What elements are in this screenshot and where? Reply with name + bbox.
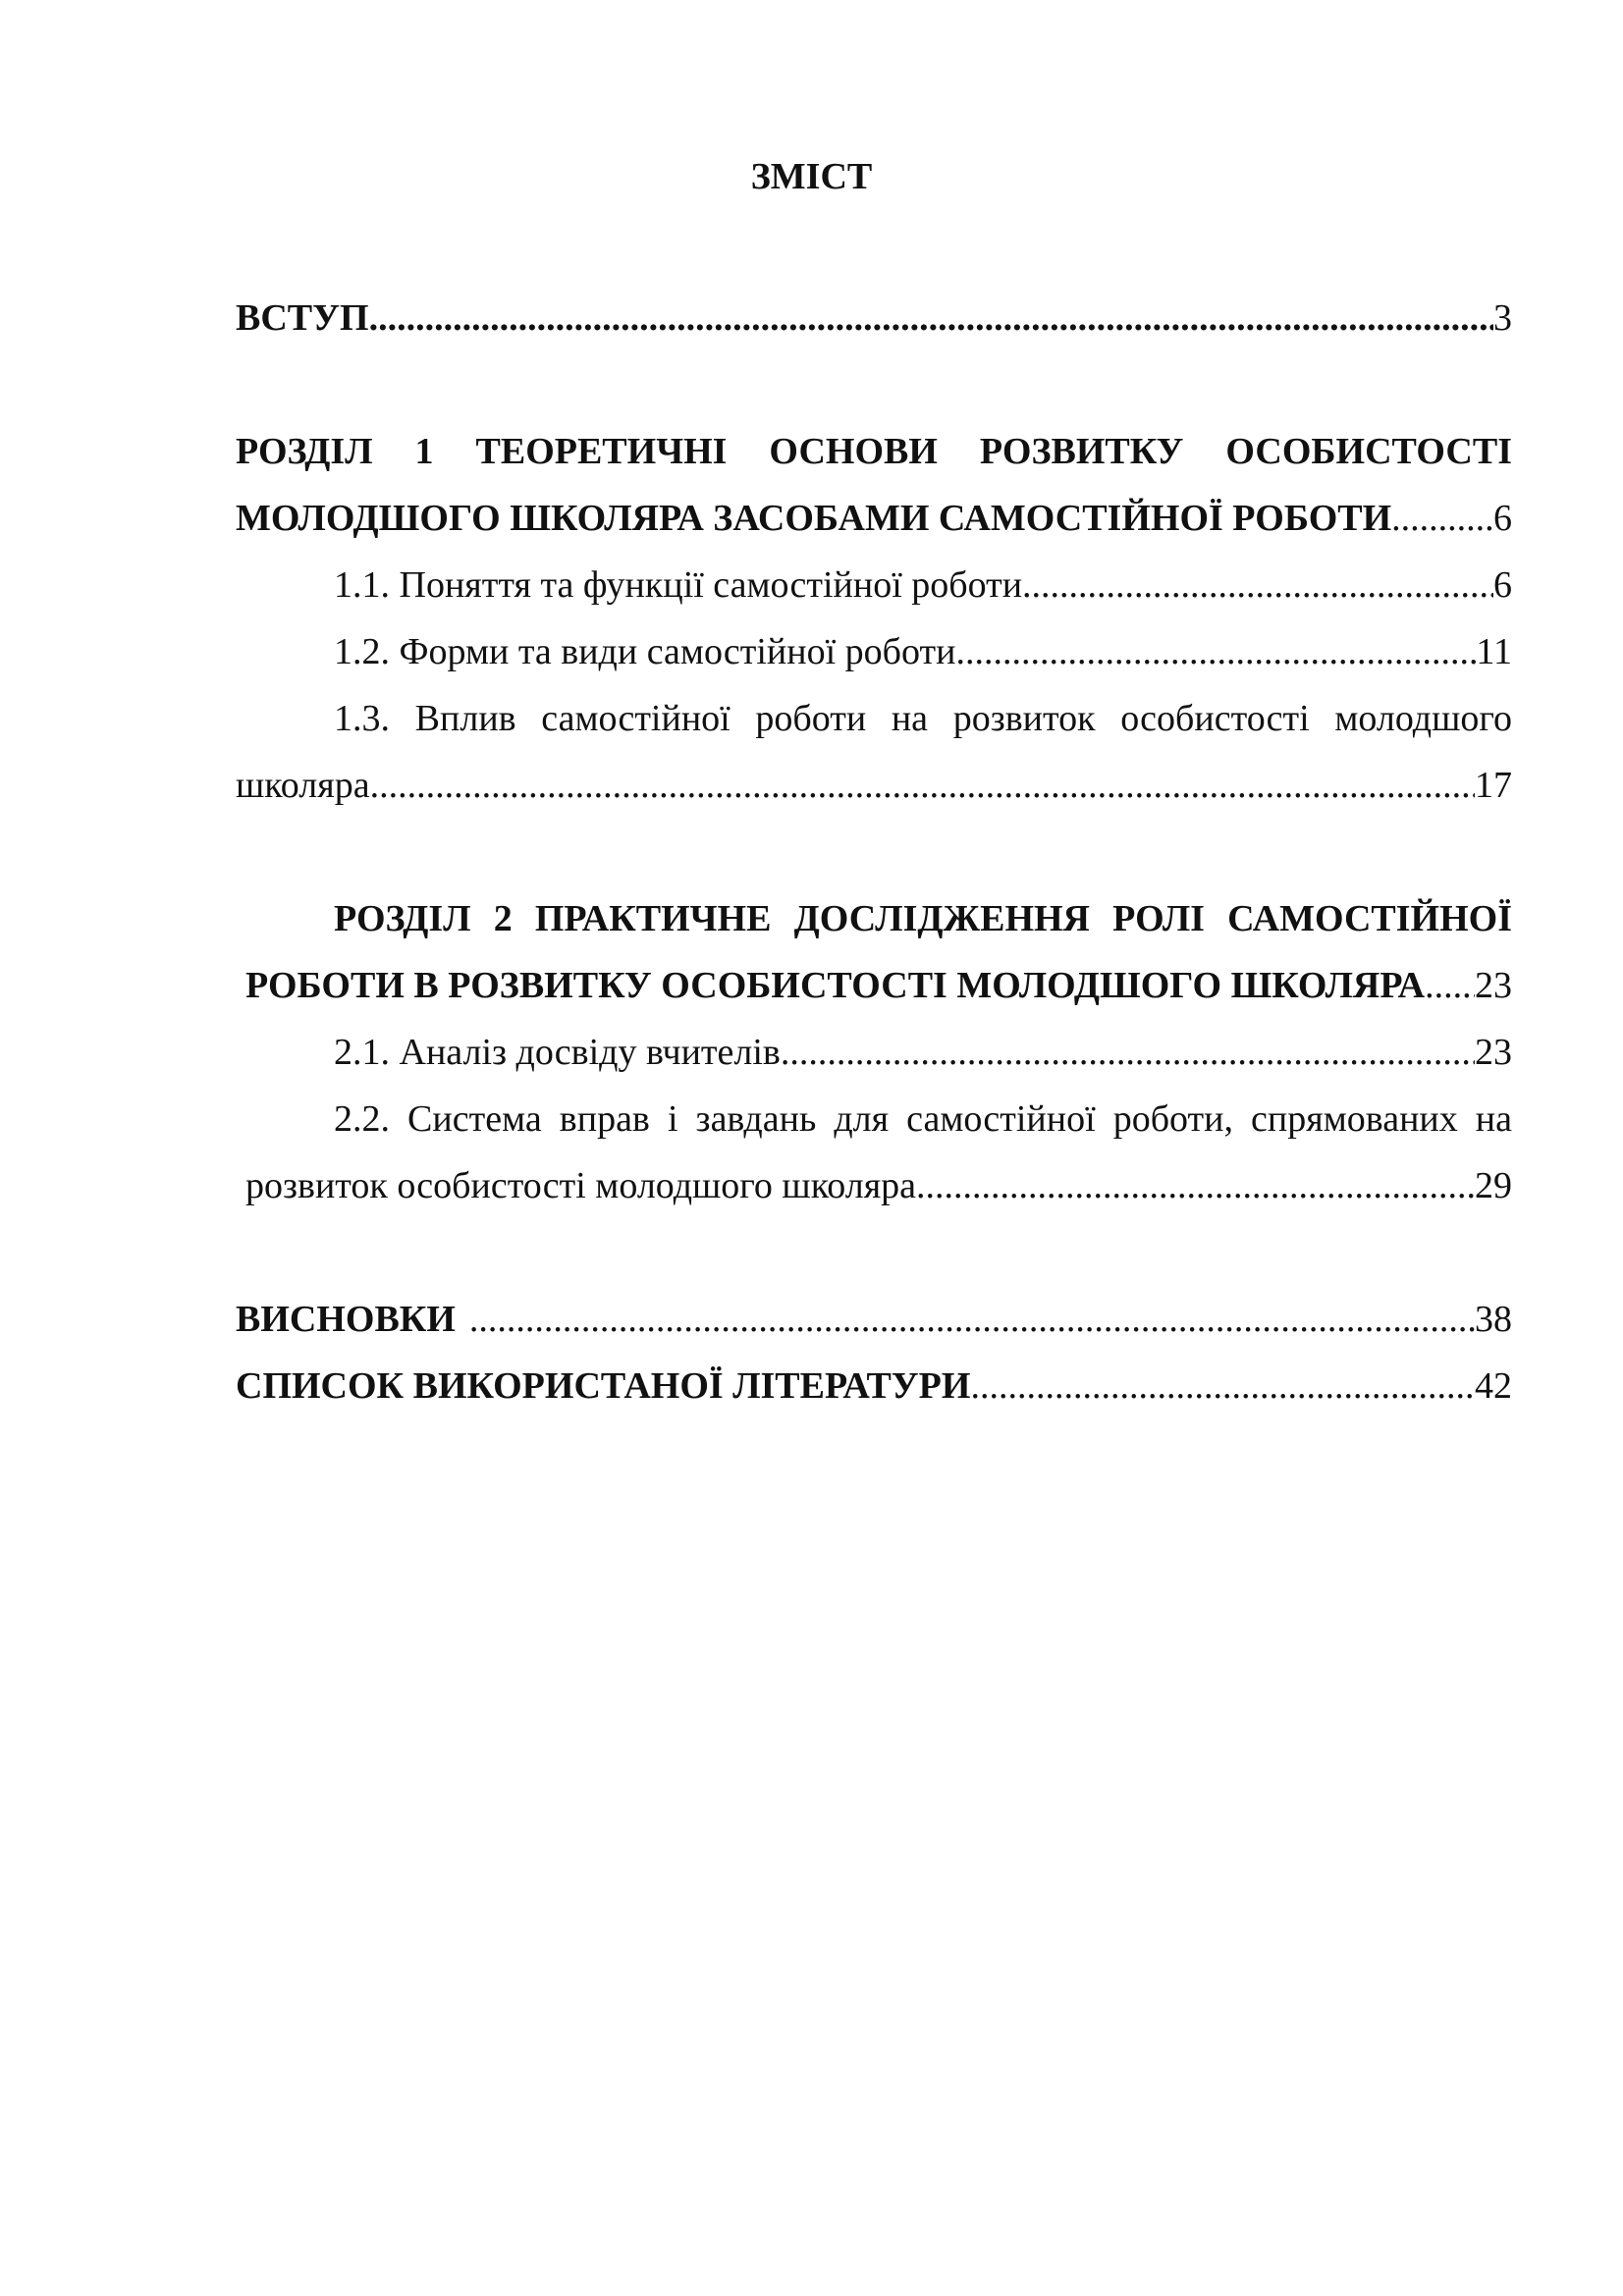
- toc-entry-2-2-line1[interactable]: 2.2. Система вправ і завдань для самостійної роботи, спрямованих на: [334, 1098, 1512, 1140]
- table-of-contents: [236, 285, 1512, 1419]
- toc-entry-label: ВИСНОВКИ: [236, 1299, 456, 1340]
- toc-page-number: 17: [1475, 765, 1512, 806]
- toc-entry-label: СПИСОК ВИКОРИСТАНОЇ ЛІТЕРАТУРИ: [236, 1365, 971, 1407]
- toc-entry-1-2[interactable]: [236, 618, 1512, 685]
- spacer: [236, 1219, 1512, 1286]
- toc-entry-1-1[interactable]: [236, 552, 1512, 618]
- toc-page-number: 6: [1493, 498, 1512, 539]
- toc-entry-2-2-line2[interactable]: [236, 1152, 1512, 1219]
- toc-chapter2-line2[interactable]: [236, 952, 1512, 1019]
- toc-entry-conclusions[interactable]: [236, 1286, 1512, 1353]
- toc-chapter1-line2[interactable]: [236, 485, 1512, 552]
- toc-entry-references[interactable]: [236, 1353, 1512, 1419]
- page-title: ЗМІСТ: [750, 156, 873, 197]
- toc-leader-dots: [955, 618, 1476, 685]
- toc-leader-dots: [369, 285, 1493, 351]
- spacer: [236, 351, 1512, 418]
- toc-entry-1-3-line1[interactable]: 1.3. Вплив самостійної роботи на розвиток особистості молодшого: [334, 698, 1512, 739]
- toc-leader-dots: [370, 752, 1475, 819]
- toc-page-number: 23: [1475, 1032, 1512, 1073]
- toc-entry-label: МОЛОДШОГО ШКОЛЯРА ЗАСОБАМИ САМОСТІЙНОЇ РОБОТИ: [236, 498, 1392, 539]
- toc-entry-label: 2.1. Аналіз досвіду вчителів: [334, 1032, 781, 1073]
- toc-entry-2-1[interactable]: [236, 1019, 1512, 1086]
- toc-chapter2-line1[interactable]: РОЗДІЛ 2 ПРАКТИЧНЕ ДОСЛІДЖЕННЯ РОЛІ САМОСТІЙНОЇ: [334, 898, 1512, 939]
- toc-entry-label: розвиток особистості молодшого школяра: [245, 1165, 917, 1206]
- toc-page-number: 6: [1493, 564, 1512, 606]
- toc-chapter1-line1[interactable]: РОЗДІЛ 1 ТЕОРЕТИЧНІ ОСНОВИ РОЗВИТКУ ОСОБИСТОСТІ: [236, 431, 1512, 472]
- toc-entry-label: 1.2. Форми та види самостійної роботи: [334, 631, 956, 672]
- toc-leader-dots: [970, 1353, 1475, 1419]
- toc-page-number: 3: [1493, 297, 1512, 339]
- toc-entry-intro[interactable]: [236, 285, 1512, 351]
- toc-page-number: 38: [1475, 1299, 1512, 1340]
- toc-page-number: 11: [1476, 631, 1512, 672]
- toc-entry-label: школяра: [236, 765, 370, 806]
- toc-entry-1-3-line2[interactable]: [236, 752, 1512, 819]
- toc-page-number: 23: [1475, 965, 1512, 1006]
- toc-page-number: 29: [1475, 1165, 1512, 1206]
- toc-leader-dots: [456, 1286, 1475, 1353]
- toc-leader-dots: [1391, 485, 1493, 552]
- spacer: [236, 819, 1512, 885]
- toc-entry-label: ВСТУП: [236, 297, 369, 339]
- toc-leader-dots: [1425, 952, 1475, 1019]
- toc-entry-label: РОБОТИ В РОЗВИТКУ ОСОБИСТОСТІ МОЛОДШОГО ШКОЛЯРА: [245, 965, 1426, 1006]
- toc-leader-dots: [1022, 552, 1493, 618]
- toc-page-number: 42: [1475, 1365, 1512, 1407]
- toc-leader-dots: [781, 1019, 1475, 1086]
- toc-entry-label: 1.1. Поняття та функції самостійної роботи: [334, 564, 1023, 606]
- toc-leader-dots: [916, 1152, 1475, 1219]
